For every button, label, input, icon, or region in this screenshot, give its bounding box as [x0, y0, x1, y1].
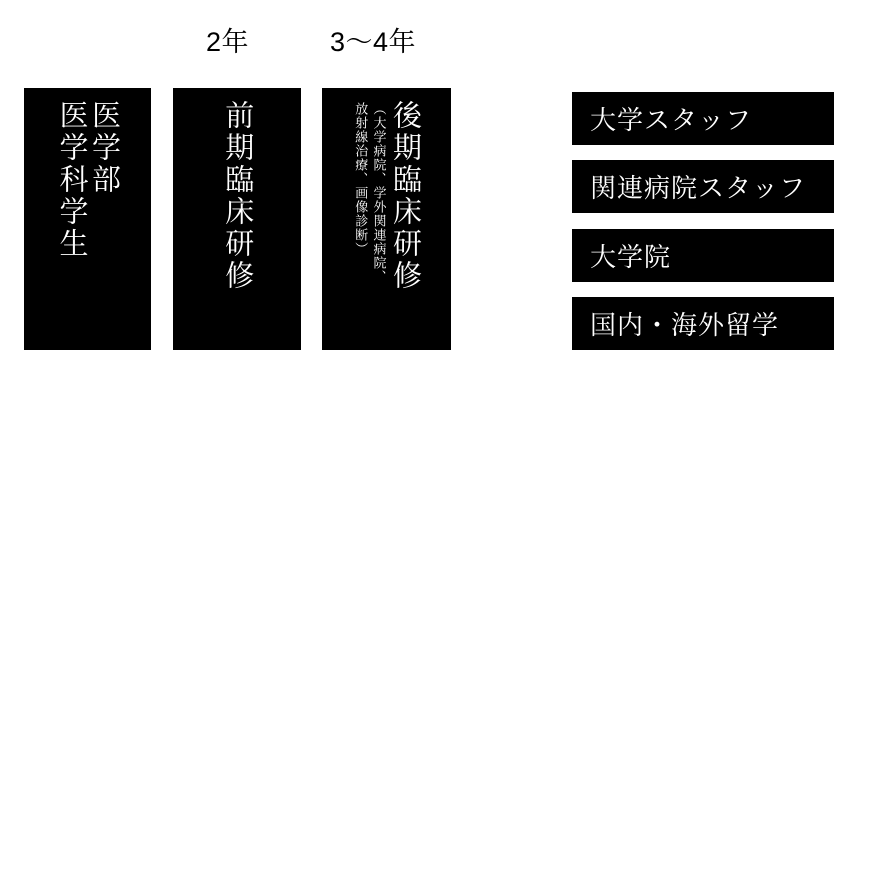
- stage-box-medical-student: [24, 88, 151, 350]
- year-label-2nen: 2年: [206, 27, 250, 57]
- career-box-domestic-overseas-study: 国内・海外留学: [572, 297, 834, 350]
- stage-box-medical-student-line-2: 医学科学生: [55, 100, 88, 260]
- stage-box-advanced-clinical-training-sub-line-2: 放射線治療、画像診断）: [353, 102, 369, 256]
- career-box-university-staff: 大学スタッフ: [572, 92, 834, 145]
- stage-box-advanced-clinical-training: [322, 88, 451, 350]
- career-box-graduate-school: 大学院: [572, 229, 834, 282]
- stage-box-advanced-clinical-training-sub-line-1: （大学病院、学外関連病院、: [371, 102, 387, 284]
- career-box-affiliated-hospital-staff: 関連病院スタッフ: [572, 160, 834, 213]
- stage-box-initial-clinical-training-label: 前期臨床研修: [221, 100, 254, 292]
- year-label-3-4nen: 3〜4年: [330, 27, 417, 57]
- stage-box-medical-student-line-1: 医学部: [87, 100, 120, 196]
- stage-box-advanced-clinical-training-label: 後期臨床研修: [388, 100, 421, 292]
- stage-box-initial-clinical-training: [173, 88, 301, 350]
